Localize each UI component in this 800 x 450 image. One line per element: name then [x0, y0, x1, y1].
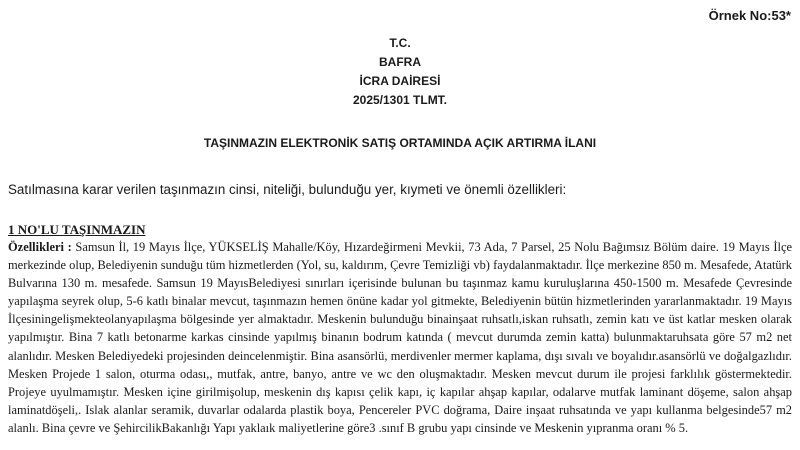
header-file-number: 2025/1301 TLMT. [352, 93, 448, 107]
office-header [0, 34, 800, 110]
header-office: İCRA DAİRESİ [359, 74, 441, 88]
intro-text: Satılmasına karar verilen taşınmazın cinsi, niteliği, bulunduğu yer, kıymeti ve önemli özellikleri: [8, 182, 567, 197]
document-title: TAŞINMAZIN ELEKTRONİK SATIŞ ORTAMINDA AÇIK ARTIRMA İLANI [203, 136, 597, 150]
sample-number: Örnek No:53* [708, 8, 791, 23]
features-label: Özellikleri : [8, 240, 72, 254]
property-heading: 1 NO'LU TAŞINMAZIN [8, 222, 146, 237]
property-features [8, 238, 792, 437]
header-city: BAFRA [379, 55, 421, 69]
header-republic: T.C. [389, 36, 411, 50]
features-text: Samsun İl, 19 Mayıs İlçe, YÜKSELİŞ Mahalle/Köy, Hızardeğirmeni Mevkii, 73 Ada, 7 Parsel, 25 Nolu Bağımsız Bölüm daire. 19 Mayıs İlçe merkezinde olup, Belediyenin sunduğu tüm hizmetlerden (Yol, su, kaldırım, Çevre Temizliği vb) faydalanmaktadır. İlçe merkezine 850 m. Mesafede, Atatürk Bulvarına 130 m. mesafede. Samsun 19 MayısBelediyesi sınırları içerisinde bulunan bu taşınmaz kamu kuruluşlarına 450-1500 m. Mesafede Çevresinde yapılaşma seyrek olup, 5-6 katlı binalar mevcut, taşınmazın hemen önüne kadar yol gitmekte, Belediyenin bütün hizmetlerinden yararlanmaktadır. 19 Mayıs İlçesiningelişmekteolanyapılaşma bölgesinde yer almaktadır. Meskenin bulunduğu binainşaat ruhsatlı,iskan ruhsatlı, zemin katı ve üst katlar mesken olarak yapılmıştır. Bina 7 katlı betonarme karkas cinsinde yapılmış binanın bodrum katında ( mevcut durumda zemin katta) bulunmaktaruhsata göre 57 m2 net alanlıdır. Mesken Belediyedeki projesinden deincelenmiştir. Bina asansörlü, merdivenler mermer kaplama, dışı sıvalı ve boyalıdır.asansörlü ve doğalgazlıdır. Mesken Projede 1 salon, oturma odası,, mutfak, antre, banyo, antre ve wc den oluşmaktadır. Mesken mevcut durum ile projesi farklılık göstermektedir. Projeye uyulmamıştır. Mesken içine girilmişolup, meskenin dış kapısı çelik kapı, iç kapılar ahşap kapılar, odalarve mutfak laminant döşeme, salon ahşap laminatdöşeli,. Islak alanlar seramik, duvarlar odalarda plastik boya, Pencereler PVC doğrama, Daire inşaat ruhsatında ve yapı kullanma belgesinde57 m2 alanlı. Bina çevre ve ŞehircilikBakanlığı Yapı yaklaık maliyetlerine göre3 .sınıf B grubu yapı cinsinde ve Meskenin yıpranma oranı % 5. [8, 240, 793, 435]
